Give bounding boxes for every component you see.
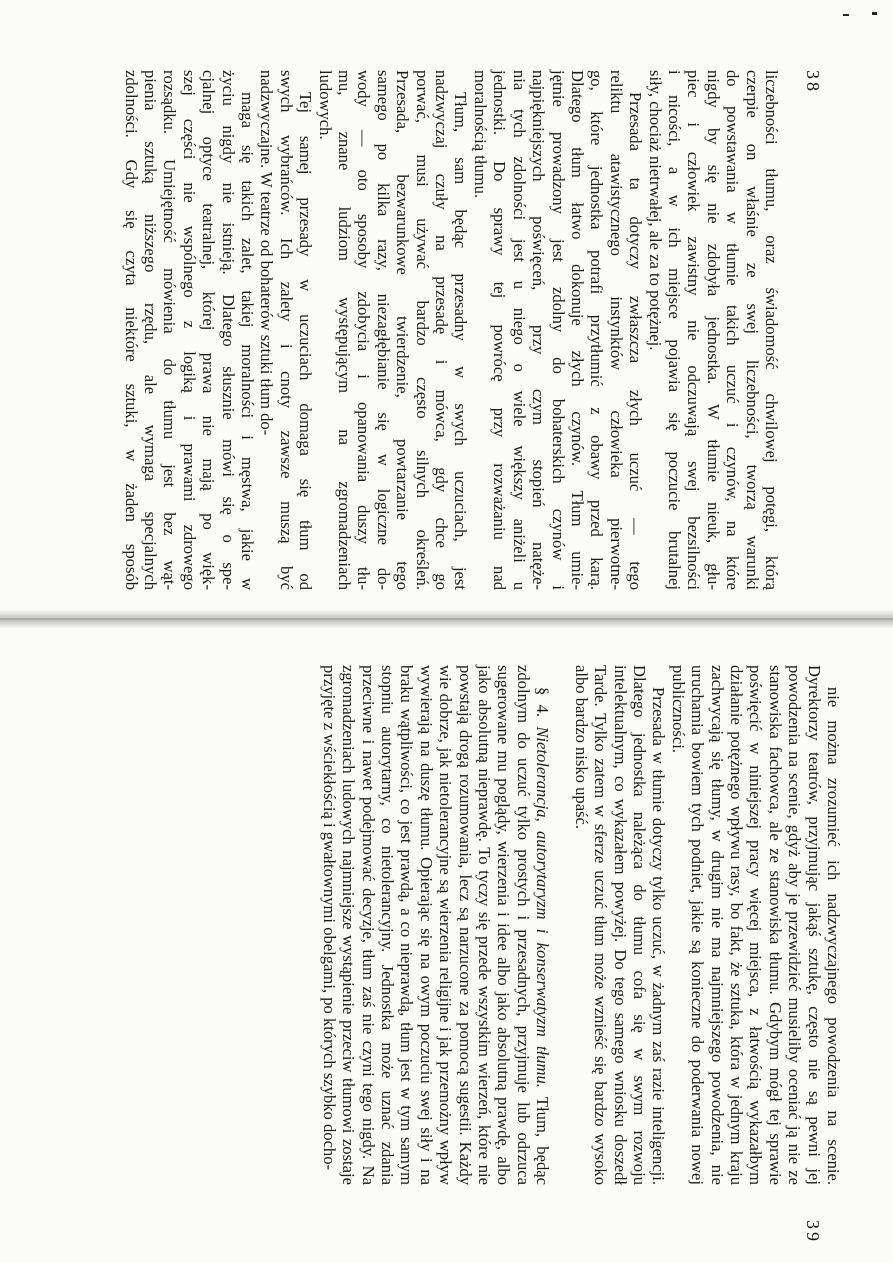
page-number-left: 38 [803, 70, 823, 94]
left-page-text [121, 70, 781, 590]
page-39 [0, 620, 893, 1263]
text-line: siły, chociaż nietrwałej, ale za to potężnej. [645, 70, 665, 351]
text-line: go, które jednostka potrafi przytłumić z obawy przed karą. [587, 70, 607, 590]
scan-mark [872, 12, 877, 15]
page-38 [0, 0, 893, 620]
text-line: reliktu atawistycznego instynktów człowieka pierwotne- [606, 70, 626, 590]
text-line: Przesada, bezwarunkowe twierdzenie, powtarzanie tego [393, 70, 413, 590]
paragraph: Tłum, będąc zdolnym do uczuć tylko prostych i przesadnych, przyjmuje lub odrzuca sugerowane mu poglądy, wierzenia i idee albo jako absolutną prawdę, albo jako absolutną nieprawdę. To tyczy się przede wszystkim wierzeń, które nie powstają drogą rozumowania, lecz są narzucone za pomocą sugestii. Każdy wie dobrze, jak nietolerancyjne są wierzenia religijne i jak przemożny wpływ wywierają na duszę tłumu. Opierając się na owym poczuciu swej siły i na braku wątpliwości, co jest prawdą, a co nieprawdą, tłum jest w tym samym stopniu autorytarny, co nietolerancyjny. Jednostka może uznać zdania przeciwne i nawet podejmować decyzje, tłum zaś nie czyni tego nigdy. Na zgromadzeniach ludowych najmniejsze wystąpienie przeciw tłumowi zostaje przyjęte z wściekłością i gwałtownymi obelgami, po których szybko docho- [319, 665, 553, 1185]
text-line: ludowych. [315, 70, 335, 140]
paragraph: nie można zrozumieć ich nadzwyczajnego powodzenia na scenie. Dyrektorzy teatrów, przyjmując jakąś sztukę, często nie są pewni jej powodzenia na scenie, gdyż aby je przewidzieć musieliby oceniać ją nie ze stanowiska fachowca, ale ze stanowiska tłumu. Gdybym mógł tej sprawie poświęcić w niniejszej pracy więcej miejsca, z łatwością wykazałbym działanie potężnego wpływu rasy, bo fakt, że sztuka, która w jednym kraju zachwycają się tłumy, w drugim nie ma najmniejszego powodzenia, nie uruchamia bowiem tych podniet, jakie są konieczne do poderwania nowej publiczności. [668, 665, 843, 1185]
text-line: czerpie on właśnie ze swej liczebności, tworzą warunki [742, 70, 762, 590]
section-title: Nietolerancja, autorytaryzm i konserwatyzm tłumu. [533, 726, 553, 1088]
text-line: najpiękniejszych poświęceń, przy czym stopień natęże- [529, 70, 549, 590]
text-line: wody — oto sposoby zdobycia i opanowania duszy tłu- [354, 70, 374, 590]
paragraph: Przesada w tłumie dotyczy tylko uczuć, w żadnym zaś razie inteligencji. Dlatego jednostka należąca do tłumu cofa się w swym rozwoju intelektualnym, co wykazałem powyżej. Do tego samego wniosku doszedł Tarde. Tylko zatem w sferze uczuć tłum może wznieść się bardzo wysoko albo bardzo nisko upaść. [571, 665, 669, 1185]
text-line: nia tych zdolności jest u niego o wiele większy aniżeli u [509, 70, 529, 590]
text-line: nadzwyczaj czuły na przesadę i mówca, gdy chce go [432, 70, 452, 590]
text-line: Tłum, sam będąc przesadny w swych uczuciach, jest [451, 92, 471, 590]
text-line: maga się takich zalet, takiej moralności i męstwa, jakie w [238, 92, 258, 590]
text-line: szej części nie wspólnego z logiką i prawami zdrowego [179, 70, 199, 590]
text-line: porwać, musi używać bardzo często silnych określeń. [412, 70, 432, 590]
text-line: piec i człowiek zawistny nie odczuwają swej bezsilności [684, 70, 704, 590]
section-label: § 4. [533, 687, 553, 718]
text-line: Przesada ta dotyczy zwłaszcza złych uczuć — tego [626, 92, 646, 590]
text-line: Dlatego tłum łatwo dokonuje złych czynów. Tłum umie- [567, 70, 587, 590]
text-line: jętnie prowadzony jest zdolny do bohaterskich czynów i [548, 70, 568, 590]
text-line: liczebności tłumu, oraz świadomość chwilowej potęgi, którą [762, 70, 781, 590]
text-line: nigdy by się nie zdobyła jednostka. W tłumie nieuk, głu- [703, 70, 723, 590]
text-line: samego po kilka razy, niezagłębianie się w logiczne do- [373, 70, 393, 590]
text-line: nadzwyczajne. W teatrze od bohaterów sztuki tłum do- [257, 70, 277, 436]
text-line: rozsądku. Umiejętność mówienia do tłumu jest bez wąt- [160, 70, 180, 590]
text-line: do powstawania w tłumie takich uczuć i czynów, na które [723, 70, 743, 590]
text-line: swych wybrańców. Ich zalety i cnoty zawsze muszą być [276, 70, 296, 590]
scan-mark [843, 14, 849, 16]
section-paragraph [319, 665, 552, 1185]
text-line: zdolności. Gdy się czyta niektóre sztuki, w żaden sposób [121, 70, 141, 590]
right-page-text [319, 665, 843, 1185]
text-line: życiu nigdy nie istnieją. Dlatego słusznie mówi się o spe- [218, 70, 238, 590]
text-line: moralnością tłumu. [470, 70, 490, 199]
text-line: jednostki. Do sprawy tej powrócę przy rozważaniu nad [490, 70, 510, 590]
page-number-right: 39 [803, 1220, 823, 1244]
text-line: pienia sztuką niższego rzędu, ale wymaga specjalnych [141, 70, 160, 590]
text-line: Tej samej przesady w uczuciach domaga się tłum od [296, 92, 316, 590]
text-line: mu, znane ludziom występującym na zgromadzeniach [335, 70, 355, 590]
text-line: i nicości, a w ich miejsce pojawia się poczucie brutalnej [664, 70, 684, 590]
text-line: cjalnej optyce teatralnej, której prawa nie mają po więk- [199, 70, 219, 590]
